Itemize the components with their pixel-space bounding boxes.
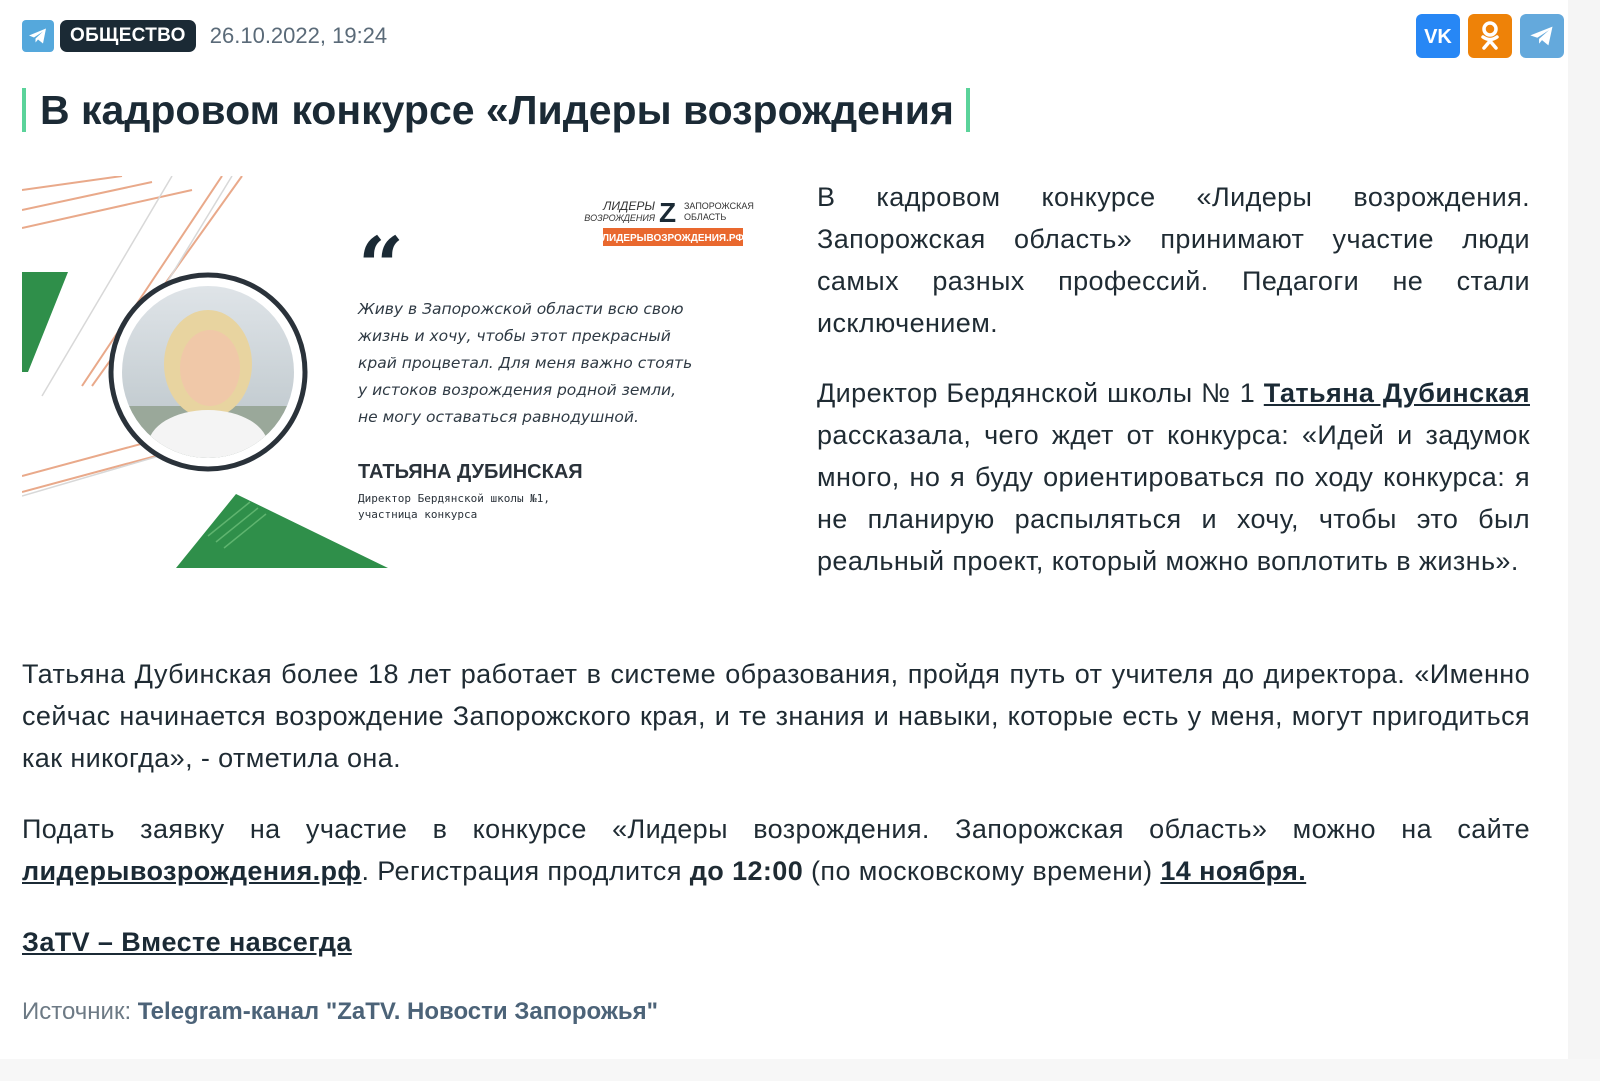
telegram-icon[interactable] bbox=[22, 20, 54, 52]
svg-text:не могу оставаться равнодушной: не могу оставаться равнодушной. bbox=[358, 408, 639, 426]
article-image bbox=[22, 176, 792, 570]
person-role-2: участница конкурса bbox=[358, 508, 478, 521]
ok-share-icon bbox=[1477, 20, 1503, 52]
svg-text:ОБЛАСТЬ: ОБЛАСТЬ bbox=[684, 212, 727, 222]
paragraph-intro: В кадровом конкурсе «Лидеры возрождения. Запорожская область» принимают участие люди самых разных профессий. Педагоги не стали исключением. bbox=[817, 182, 1530, 338]
vk-share-button[interactable] bbox=[1416, 14, 1460, 58]
article-title bbox=[22, 88, 970, 132]
site-link[interactable]: лидерывозрождения.рф bbox=[22, 856, 362, 886]
svg-text:ВОЗРОЖДЕНИЯ: ВОЗРОЖДЕНИЯ bbox=[584, 213, 655, 223]
category-badge[interactable]: ОБЩЕСТВО bbox=[60, 20, 196, 52]
deadline-date-link[interactable]: 14 ноября. bbox=[1160, 856, 1307, 886]
person-name: ТАТЬЯНА ДУБИНСКАЯ bbox=[358, 461, 583, 483]
publish-date: 26.10.2022, 19:24 bbox=[209, 23, 388, 48]
paragraph-quote: Директор Бердянской школы № 1 Татьяна Дубинская рассказала, чего ждет от конкурса: «Идей и задумок много, но я буду ориентироваться по ходу конкурса: я не планирую распыляться и хочу, чтобы это был реальный проект, который можно воплотить в жизнь». bbox=[817, 378, 1530, 576]
title-accent-right bbox=[966, 88, 970, 132]
person-link[interactable]: Татьяна Дубинская bbox=[1263, 378, 1530, 408]
telegram-share-button[interactable] bbox=[1520, 14, 1564, 58]
zatv-link[interactable]: ЗаTV – Вместе навсегда bbox=[22, 927, 352, 957]
svg-text:ЗАПОРОЖСКАЯ: ЗАПОРОЖСКАЯ bbox=[684, 201, 754, 211]
deadline-time: до 12:00 bbox=[689, 856, 804, 886]
scrollbar[interactable] bbox=[1568, 0, 1600, 1081]
vk-share-icon bbox=[1421, 25, 1455, 47]
source-link[interactable]: Telegram-канал "ZaTV. Новости Запорожья" bbox=[137, 998, 659, 1025]
svg-text:у истоков возрождения родной з: у истоков возрождения родной земли, bbox=[358, 381, 677, 399]
footer-strip bbox=[0, 1059, 1600, 1081]
svg-text:ЛИДЕРЫ: ЛИДЕРЫ bbox=[603, 199, 655, 213]
paragraph-experience: Татьяна Дубинская более 18 лет работает в системе образования, пройдя путь от учителя до директора. «Именно сейчас начинается возрождение Запорожского края, и те знания и навыки, которые есть у меня, могут пригодиться как никогда», - отметила она. bbox=[22, 659, 1530, 773]
article-meta bbox=[22, 20, 387, 52]
svg-text:Z: Z bbox=[659, 197, 677, 228]
svg-text:жизнь и хочу, чтобы этот прекр: жизнь и хочу, чтобы этот прекрасный bbox=[358, 327, 671, 345]
telegram-share-icon bbox=[1527, 22, 1557, 50]
page-title: В кадровом конкурсе «Лидеры возрождения bbox=[40, 87, 954, 133]
paragraph-tagline bbox=[22, 921, 1530, 963]
source-line: Источник: Telegram-канал "ZaTV. Новости Запорожья" bbox=[22, 998, 659, 1025]
title-accent-left bbox=[22, 88, 26, 132]
share-bar bbox=[1416, 14, 1564, 58]
ok-share-button[interactable] bbox=[1468, 14, 1512, 58]
person-role: Директор Бердянской школы №1, bbox=[358, 492, 551, 505]
svg-text:VK: VK bbox=[1424, 26, 1452, 47]
svg-text:Живу в Запорожской области всю: Живу в Запорожской области всю свою bbox=[358, 300, 684, 318]
quote-icon: “ bbox=[358, 219, 405, 313]
svg-text:край процветал. Для меня важно: край процветал. Для меня важно стоять bbox=[358, 354, 693, 372]
svg-text:ЛИДЕРЫВОЗРОЖДЕНИЯ.РФ: ЛИДЕРЫВОЗРОЖДЕНИЯ.РФ bbox=[602, 233, 744, 244]
paragraph-registration: Подать заявку на участие в конкурсе «Лидеры возрождения. Запорожская область» можно на сайте лидерывозрождения.рф. Регистрация продлится до 12:00 (по московскому времени) 14 ноября. bbox=[22, 814, 1530, 886]
